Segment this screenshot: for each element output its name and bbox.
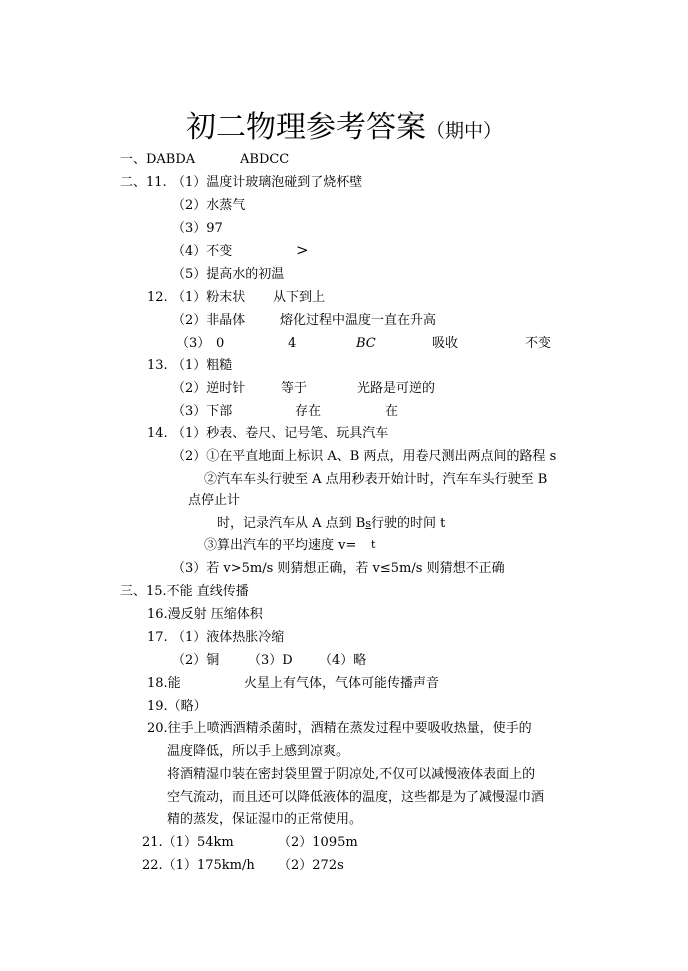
q14-answer-2-step2-cont: 点停止计 bbox=[188, 493, 241, 508]
q11-answer-2: （2）水蒸气 bbox=[172, 198, 246, 213]
q13-answer-3c: 在 bbox=[385, 404, 399, 419]
q12-answer-3-v4: 吸收 bbox=[432, 336, 459, 351]
q14-answer-2-step2: ②汽车车头行驶至 A 点用秒表开始计时，汽车车头行驶至 B bbox=[204, 472, 548, 487]
q12-answer-2: （2）非晶体 bbox=[172, 313, 246, 328]
q14-time-text-a: 时，记录汽车从 A 点到 B bbox=[217, 516, 366, 531]
q13-answer-2c: 光路是可逆的 bbox=[357, 381, 436, 396]
q19-answer: 19.（略） bbox=[147, 699, 207, 714]
q20-line-1: 20.往手上喷洒酒精杀菌时，酒精在蒸发过程中要吸收热量，使手的 bbox=[147, 721, 532, 736]
q12-answer-1: （1）粉末状 bbox=[172, 290, 246, 305]
q17-answer-4: （4）略 bbox=[319, 653, 367, 668]
q12-answer-3-v1: 0 bbox=[216, 336, 225, 351]
q11-answer-5: （5）提高水的初温 bbox=[172, 267, 285, 282]
q13-answer-3: （3）下部 bbox=[172, 404, 233, 419]
q13-answer-2: （2）逆时针 bbox=[172, 381, 246, 396]
q15-answer: 三、15.不能 直线传播 bbox=[120, 584, 249, 599]
q12-answer-3-v2: 4 bbox=[288, 336, 297, 351]
q13-label: 13. bbox=[147, 358, 168, 373]
q11-answer-3: （3）97 bbox=[172, 221, 223, 236]
page-title bbox=[0, 108, 688, 151]
q14-label: 14. bbox=[147, 426, 168, 441]
title-sub: （期中） bbox=[425, 120, 502, 142]
q12-answer-3-v3: BC bbox=[356, 336, 376, 351]
q14-answer-2-step2-time bbox=[217, 516, 445, 532]
q17-answer-3: （3）D bbox=[248, 653, 293, 668]
q14-answer-2-step3: ③算出汽车的平均速度 v= bbox=[204, 538, 357, 553]
q14-fraction-t: t bbox=[371, 538, 376, 551]
q22-answer-2: （2）272s bbox=[278, 858, 344, 873]
q14-time-text-b: 行驶的时间 t bbox=[371, 516, 446, 531]
q14-answer-1: （1）秒表、卷尺、记号笔、玩具汽车 bbox=[172, 426, 389, 441]
q22-answer-1: 22.（1）175km/h bbox=[142, 858, 255, 873]
q21-answer-1: 21.（1）54km bbox=[142, 835, 234, 850]
section1-line bbox=[120, 152, 195, 168]
q12-answer-1b: 从下到上 bbox=[273, 290, 326, 305]
q16-answer: 16.漫反射 压缩体积 bbox=[147, 607, 263, 622]
q11-answer-1: （1）温度计玻璃泡碰到了烧杯壁 bbox=[172, 175, 363, 190]
q18-answer: 18.能 bbox=[147, 676, 181, 691]
q11-label: 二、11. bbox=[120, 175, 167, 190]
q12-answer-3-v5: 不变 bbox=[525, 336, 552, 351]
q17-answer-2: （2）铜 bbox=[172, 653, 220, 668]
q12-label: 12. bbox=[147, 290, 168, 305]
q13-answer-3b: 存在 bbox=[295, 404, 322, 419]
q18-answer-b: 火星上有气体，气体可能传播声音 bbox=[244, 676, 440, 691]
q20-line-2: 温度降低，所以手上感到凉爽。 bbox=[167, 744, 350, 759]
q11-answer-4: （4）不变 bbox=[172, 244, 233, 259]
q14-answer-2-step1: （2）①在平直地面上标识 A、B 两点，用卷尺测出两点间的路程 s bbox=[172, 449, 557, 464]
section1-group2: ABDCC bbox=[240, 152, 290, 167]
q21-answer-2: （2）1095m bbox=[278, 835, 358, 850]
title-main: 初二物理参考答案 bbox=[185, 110, 426, 145]
q13-answer-1: （1）粗糙 bbox=[172, 358, 233, 373]
q11-answer-4-symbol: > bbox=[296, 241, 309, 259]
q17-answer-1: （1）液体热胀冷缩 bbox=[172, 630, 285, 645]
q17-label: 17. bbox=[147, 630, 168, 645]
q20-line-5: 精的蒸发，保证湿巾的正常使用。 bbox=[167, 812, 363, 827]
q20-line-3: 将酒精湿巾装在密封袋里置于阴凉处,不仅可以减慢液体表面上的 bbox=[167, 767, 536, 782]
q13-answer-2b: 等于 bbox=[281, 381, 308, 396]
q14-answer-3: （3）若 v>5m/s 则猜想正确，若 v≤5m/s 则猜想不正确 bbox=[172, 561, 505, 576]
q20-line-4: 空气流动，而且还可以降低液体的温度，这些都是为了减慢湿巾酒 bbox=[167, 790, 545, 805]
q12-answer-3: （3） bbox=[176, 336, 211, 351]
section1-label: 一、DABDA bbox=[120, 152, 196, 167]
q12-answer-2b: 熔化过程中温度一直在升高 bbox=[280, 313, 437, 328]
q14-fraction-s: s bbox=[365, 517, 371, 530]
